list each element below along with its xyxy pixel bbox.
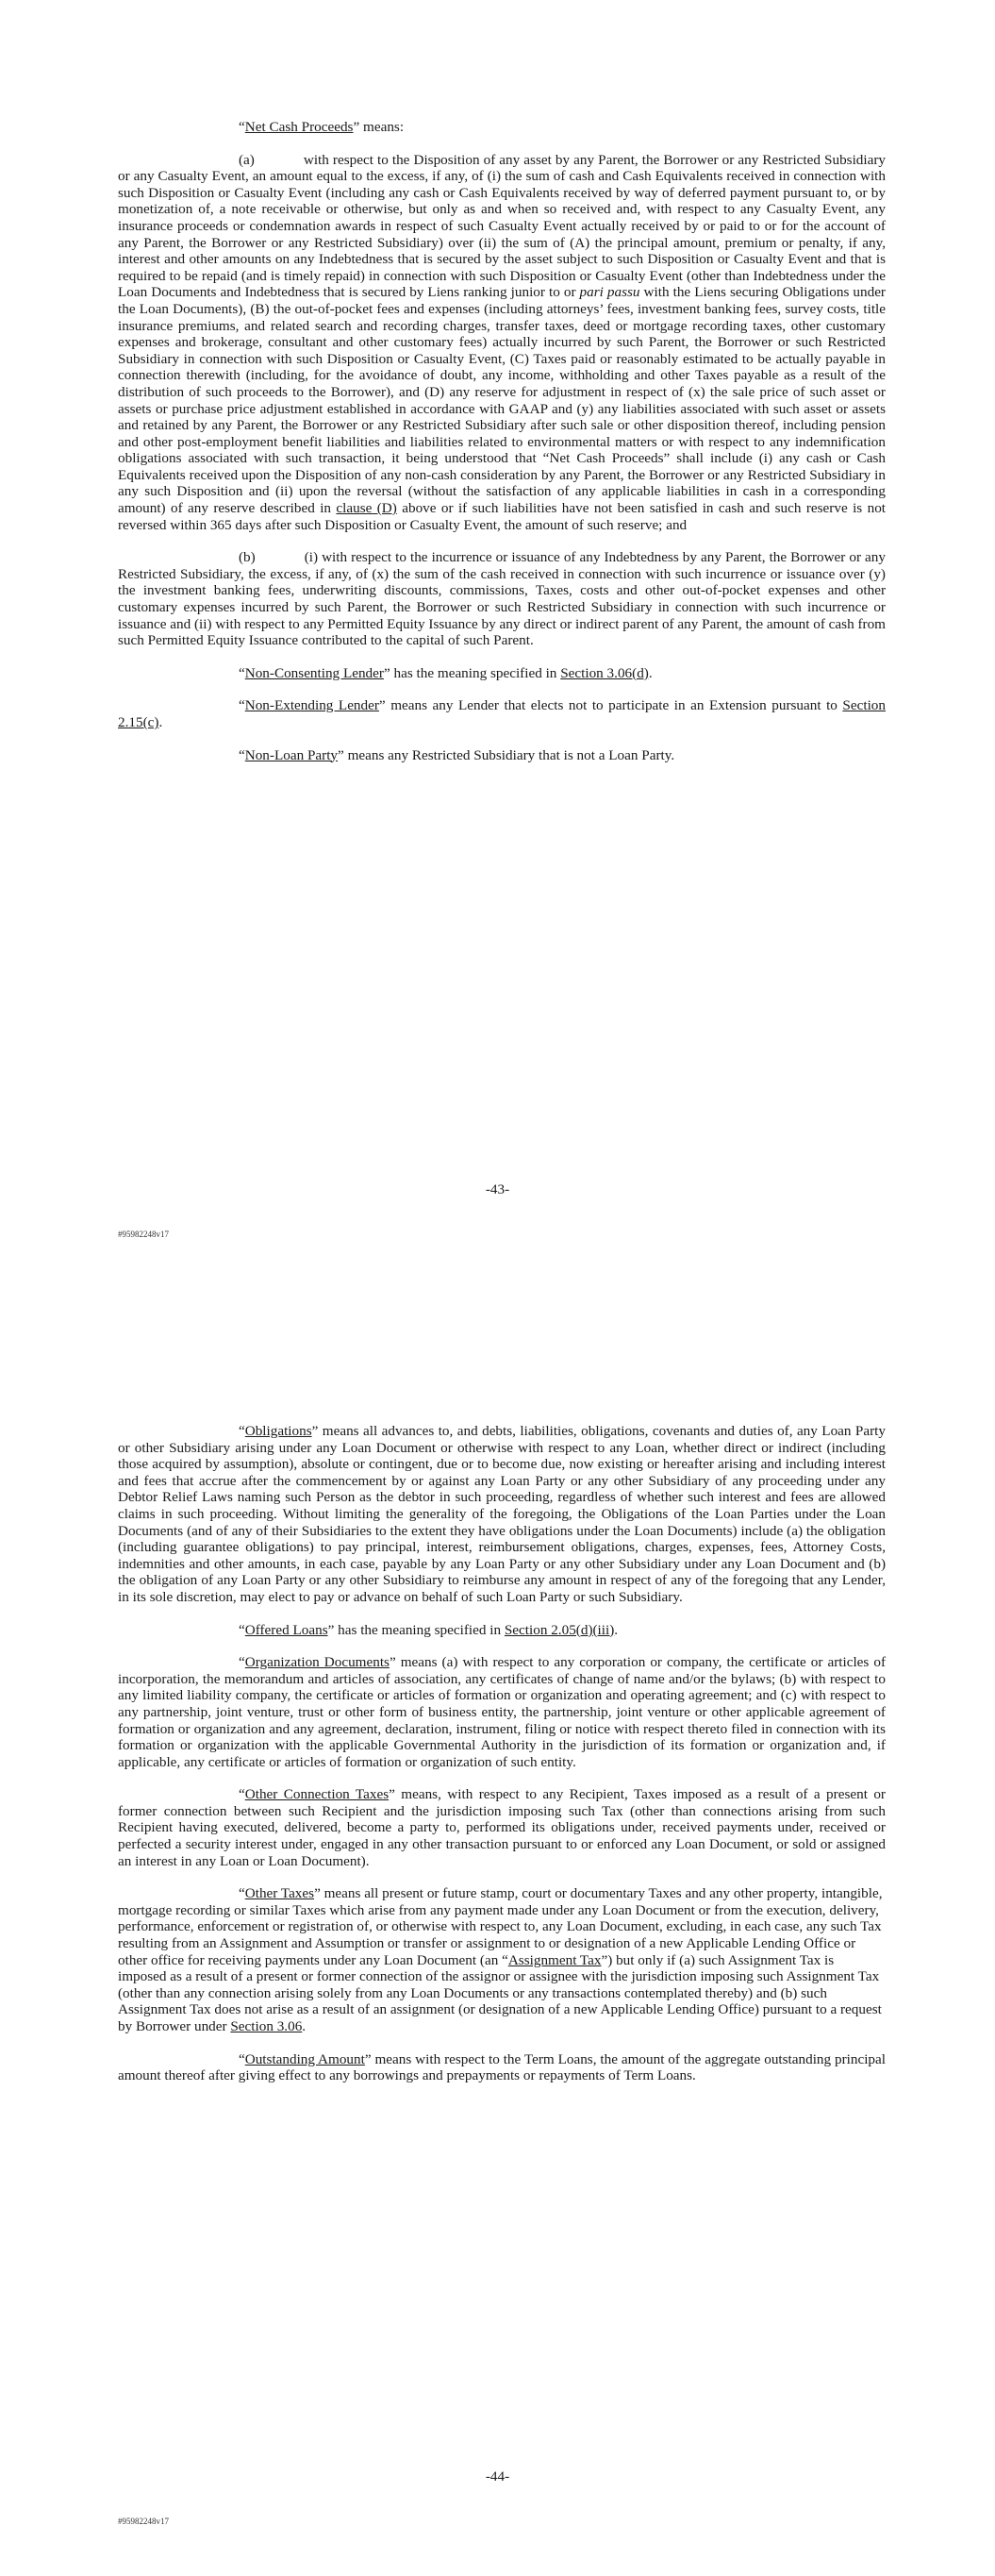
page-number: -44- <box>485 2468 510 2484</box>
clause-b: (b) (i) with respect to the incurrence or issuance of any Indebtedness by any Parent, the Borrower or any Restricted Subsidiary, the excess, if any, of (x) the sum of the cash received in connection with such incurrence or issuance over (y) the investment banking fees, underwriting discounts, commissions, Taxes, costs and other out-of-pocket expenses and other customary expenses incurred by such Parent, the Borrower or such Restricted Subsidiary in connection with such incurrence or issuance and (ii) with respect to any Permitted Equity Issuance by any direct or indirect parent of any Parent, the amount of cash from such Permitted Equity Issuance contributed to the capital of such Parent. <box>118 549 886 649</box>
definition-organization-documents: “Organization Documents” means (a) with respect to any corporation or company, the certificate or articles of incorporation, the memorandum and articles of association, any certificates of change of name and/or the bylaws; (b) with respect to any limited liability company, the certificate or articles of formation or organization and operating agreement; and (c) with respect to any partnership, joint venture, trust or other form of business entity, the partnership, joint venture or other applicable agreement of formation or organization and any agreement, declaration, instrument, filing or notice with respect thereto filed in connection with its formation or organization with the applicable Governmental Authority in the jurisdiction of its formation or organization and, if applicable, any certificate or articles of formation or organization of such entity. <box>118 1654 887 1770</box>
page-43-body <box>118 119 886 763</box>
page-number: -43- <box>485 1181 510 1197</box>
definition-non-loan-party: “Non-Loan Party” means any Restricted Subsidiary that is not a Loan Party. <box>239 746 675 763</box>
page-44-body <box>118 1423 886 2084</box>
defined-term: Non-Extending Lender <box>244 697 379 714</box>
definition-obligations: “Obligations” means all advances to, and debts, liabilities, obligations, covenants and duties of, any Loan Party or other Subsidiary arising under any Loan Document or otherwise with respect to any Loan, whether direct or indirect (including those acquired by assumption), absolute or contingent, due or to become due, now existing or hereafter arising and including interest and fees that accrue after the commencement by or against any Loan Party or any other Subsidiary of any proceeding under any Debtor Relief Laws naming such Person as the debtor in such proceeding, regardless of whether such interest and fees are allowed claims in such proceeding. Without limiting the generality of the foregoing, the Obligations of the Loan Parties under the Loan Documents (and of any of their Subsidiaries to the extent they have obligations under the Loan Documents) include (a) the obligation (including guarantee obligations) to pay principal, interest, reimbursement obligations, charges, expenses, fees, Attorney Costs, indemnities and other amounts, in each case, payable by any Loan Party or any other Subsidiary under any Loan Document and (b) the obligation of any Loan Party or any other Subsidiary to reimburse any amount in respect of any of the foregoing that any Lender, in its sole discretion, may elect to pay or advance on behalf of such Loan Party or such Subsidiary. <box>118 1423 886 1605</box>
cross-reference: Section 2.05(d)(iii) <box>504 1621 615 1638</box>
definition-offered-loans: “Offered Loans” has the meaning specified in Section 2.05(d)(iii). <box>239 1621 619 1638</box>
defined-term: Organization Documents <box>244 1654 390 1671</box>
definition-outstanding-amount: “Outstanding Amount” means with respect to the Term Loans, the amount of the aggregate outstanding principal amount thereof after giving effect to any borrowings and prepayments or repayments of Term Loans. <box>118 2050 886 2084</box>
defined-term: Obligations <box>244 1423 312 1439</box>
cross-reference: clause (D) <box>336 500 397 517</box>
defined-term: Other Taxes <box>244 1885 315 1902</box>
defined-term: Other Connection Taxes <box>244 1786 390 1803</box>
clause-label: (b) <box>239 549 256 566</box>
defined-term: Outstanding Amount <box>244 2050 365 2067</box>
definition-other-taxes: “Other Taxes” means all present or future stamp, court or documentary Taxes and any other property, intangible, mortgage recording or similar Taxes which arise from any payment made under any Loan Document or from the execution, delivery, performance, enforcement or registration of, or otherwise with respect to, any Loan Document, excluding, in each case, any such Tax resulting from an Assignment and Assumption or transfer or assignment to or designation of a new Applicable Lending Office or other office for receiving payments under any Loan Document (an “Assignment Tax”) but only if (a) such Assignment Tax is imposed as a result of a present or former connection of the assignor or assignee with the jurisdiction imposing such Assignment Tax (other than any connection arising solely from any Loan Documents or any transactions contemplated thereby) and (b) such Assignment Tax does not arise as a result of an assignment (or designation of a new Applicable Lending Office) pursuant to a request by Borrower under Section 3.06. <box>118 1885 883 2034</box>
defined-term: Non-Loan Party <box>244 746 339 763</box>
definition-non-consenting-lender: “Non-Consenting Lender” has the meaning specified in Section 3.06(d). <box>239 664 653 681</box>
cross-reference: Section 3.06 <box>230 2018 303 2034</box>
document-id: #95982248v17 <box>118 2517 169 2526</box>
clause-label: (a) <box>239 151 255 168</box>
defined-term: Assignment Tax <box>507 1951 602 1968</box>
defined-term: Offered Loans <box>244 1621 328 1638</box>
document-id: #95982248v17 <box>118 1229 169 1239</box>
defined-term: Net Cash Proceeds <box>244 119 354 135</box>
defined-term: Non-Consenting Lender <box>244 664 384 681</box>
page-44 <box>0 1288 995 2576</box>
clause-a: (a) with respect to the Disposition of any asset by any Parent, the Borrower or any Restricted Subsidiary or any Casualty Event, an amount equal to the excess, if any, of (i) the sum of cash and Cash Equivalents received in connection with such Disposition or Casualty Event (including any cash or Cash Equivalents received by way of deferred payment pursuant to, or by monetization of, a note receivable or otherwise, but only as and when so received and, with respect to any Casualty Event, any insurance proceeds or condemnation awards in respect of such Casualty Event actually received by or paid to or for the account of any Parent, the Borrower or any Restricted Subsidiary) over (ii) the sum of (A) the principal amount, premium or penalty, if any, interest and other amounts on any Indebtedness that is secured by the asset subject to such Disposition or Casualty Event and that is required to be repaid (and is timely repaid) in connection with such Disposition or Casualty Event (other than Indebtedness under the Loan Documents and Indebtedness that is secured by Liens ranking junior to or pari passu with the Liens securing Obligations under the Loan Documents), (B) the out-of-pocket fees and expenses (including attorneys’ fees, investment banking fees, survey costs, title insurance premiums, and related search and recording charges, transfer taxes, deed or mortgage recording taxes, other customary expenses and brokerage, consultant and other customary fees) actually incurred by such Parent, the Borrower or such Restricted Subsidiary in connection with such Disposition or Casualty Event, (C) Taxes paid or reasonably estimated to be actually payable in connection therewith (including, for the avoidance of doubt, any income, withholding and other Taxes payable as a result of the distribution of such proceeds to the Borrower), and (D) any reserve for adjustment in respect of (x) the sale price of such asset or assets or purchase price adjustment established in accordance with GAAP and (y) any liabilities associated with such asset or assets and retained by any Parent, the Borrower or any Restricted Subsidiary after such sale or other disposition thereof, including pension and other post-employment benefit liabilities and liabilities related to environmental matters or with respect to any indemnification obligations associated with such transaction, it being understood that “Net Cash Proceeds” shall include (i) any cash or Cash Equivalents received upon the Disposition of any non-cash consideration by any Parent, the Borrower or any Restricted Subsidiary in any such Disposition and (ii) upon the reversal (without the satisfaction of any applicable liabilities in cash in a corresponding amount) of any reserve described in clause (D) above or if such liabilities have not been satisfied in cash and such reserve is not reversed within 365 days after such Disposition or Casualty Event, the amount of such reserve; and <box>118 151 887 533</box>
definition-other-connection-taxes: “Other Connection Taxes” means, with respect to any Recipient, Taxes imposed as a result of a present or former connection between such Recipient and the jurisdiction imposing such Tax (other than connections arising from such Recipient having executed, delivered, become a party to, performed its obligations under, received payments under, received or perfected a security interest under, engaged in any other transaction pursuant to or enforced any Loan Document, or sold or assigned an interest in any Loan or Loan Document). <box>118 1786 886 1869</box>
definition-net-cash-proceeds: “Net Cash Proceeds” means: <box>239 119 405 135</box>
definition-non-extending-lender: “Non-Extending Lender” means any Lender that elects not to participate in an Extension pursuant to Section 2.15(c). <box>118 697 886 730</box>
cross-reference: Section 3.06(d) <box>560 664 649 681</box>
cross-reference: Section 2.15(c) <box>118 697 886 730</box>
